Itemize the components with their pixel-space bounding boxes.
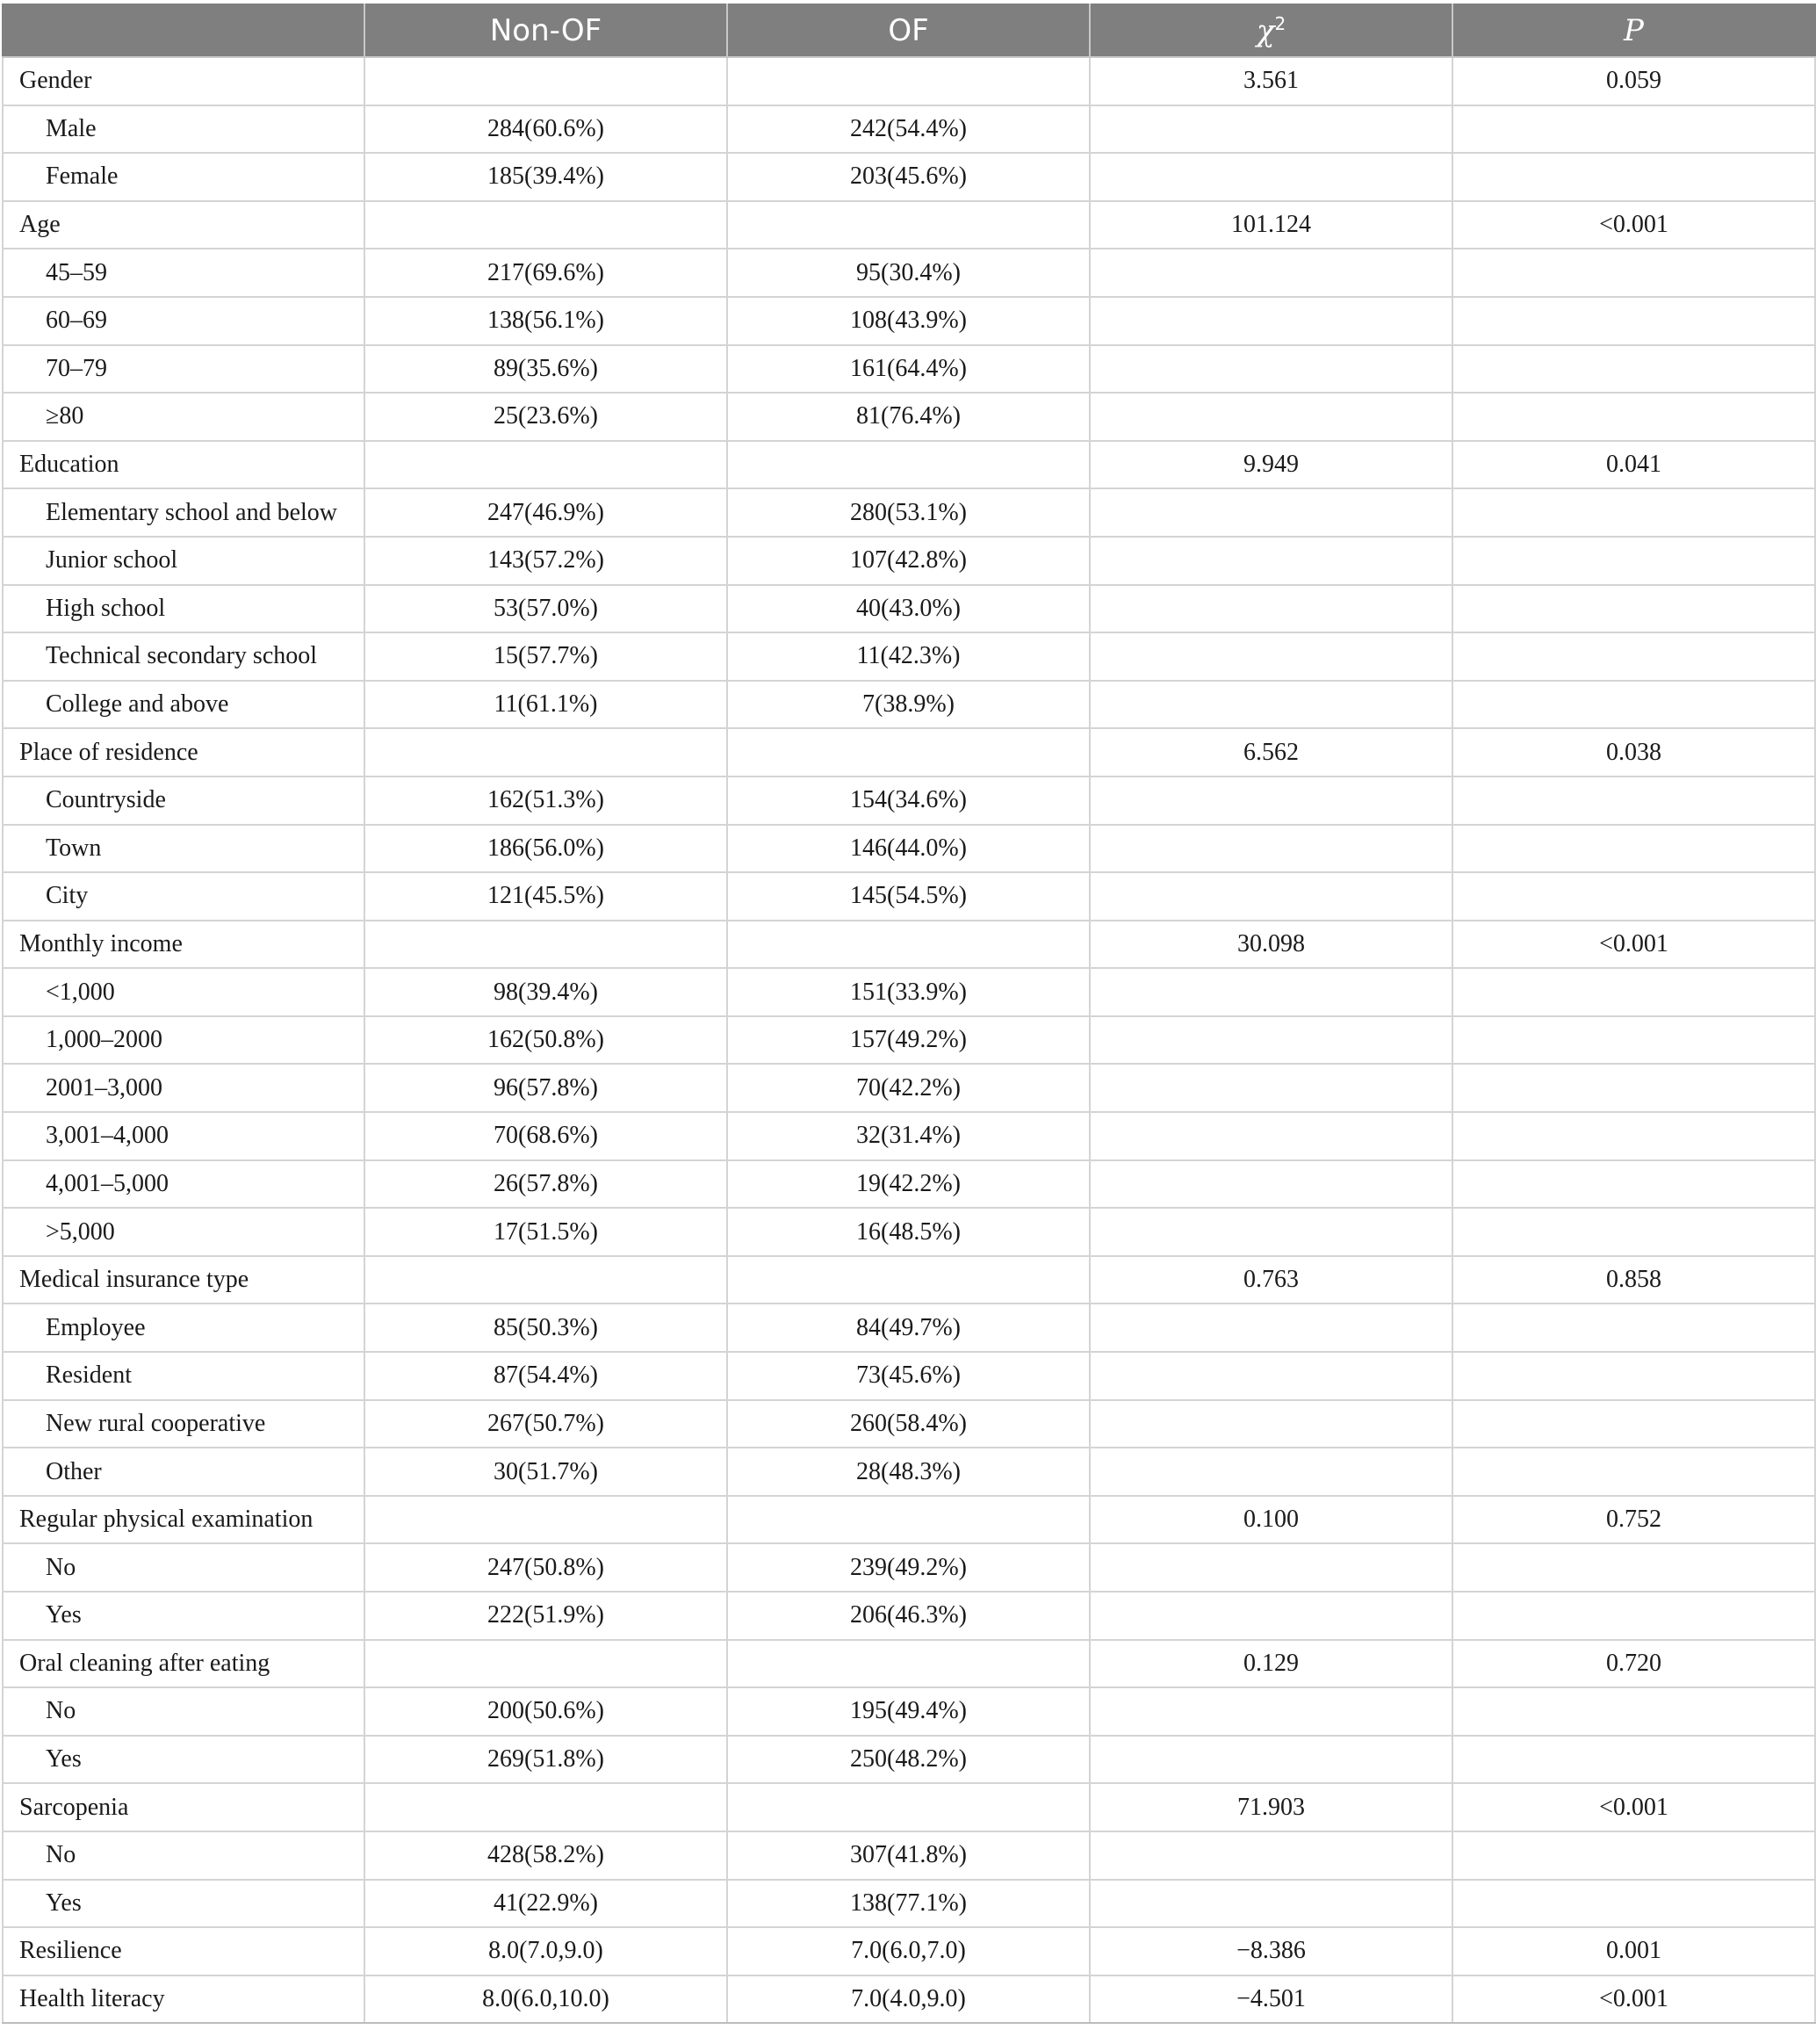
row-label: City [3, 872, 364, 921]
header-of: OF [727, 4, 1090, 57]
chi-square-value [1090, 872, 1452, 921]
table-row [3, 585, 1815, 633]
of-value [727, 441, 1090, 489]
of-value: 84(49.7%) [727, 1304, 1090, 1352]
p-value: <0.001 [1452, 921, 1815, 969]
non-of-value: 247(50.8%) [364, 1543, 727, 1592]
of-value: 107(42.8%) [727, 537, 1090, 585]
p-value [1452, 488, 1815, 537]
row-label: 3,001–4,000 [3, 1112, 364, 1160]
p-value [1452, 345, 1815, 394]
non-of-value: 121(45.5%) [364, 872, 727, 921]
non-of-value: 162(50.8%) [364, 1016, 727, 1065]
chi-square-value [1090, 632, 1452, 681]
non-of-value: 8.0(6.0,10.0) [364, 1975, 727, 2024]
p-value: <0.001 [1452, 1975, 1815, 2024]
non-of-value: 162(51.3%) [364, 776, 727, 825]
header-non-of: Non-OF [364, 4, 727, 57]
row-label: Gender [3, 57, 364, 105]
table-row [3, 872, 1815, 921]
row-label: Age [3, 201, 364, 249]
table-row [3, 968, 1815, 1016]
chi-square-value [1090, 537, 1452, 585]
row-label: 2001–3,000 [3, 1064, 364, 1112]
chi-square-value [1090, 1112, 1452, 1160]
row-label: Regular physical examination [3, 1496, 364, 1544]
table-row [3, 1831, 1815, 1880]
non-of-value: 17(51.5%) [364, 1208, 727, 1256]
p-value [1452, 1543, 1815, 1592]
of-value: 16(48.5%) [727, 1208, 1090, 1256]
non-of-value: 30(51.7%) [364, 1448, 727, 1496]
chi-square-value [1090, 1304, 1452, 1352]
table-row [3, 1112, 1815, 1160]
p-value [1452, 1064, 1815, 1112]
non-of-value: 428(58.2%) [364, 1831, 727, 1880]
p-value [1452, 1592, 1815, 1640]
table-row [3, 153, 1815, 201]
non-of-value: 15(57.7%) [364, 632, 727, 681]
of-value: 151(33.9%) [727, 968, 1090, 1016]
non-of-value: 89(35.6%) [364, 345, 727, 394]
p-value [1452, 393, 1815, 441]
row-label: Health literacy [3, 1975, 364, 2024]
table-row [3, 1304, 1815, 1352]
chi-square-value [1090, 585, 1452, 633]
p-value [1452, 872, 1815, 921]
of-value: 250(48.2%) [727, 1736, 1090, 1784]
header-chi-square [1090, 4, 1452, 57]
row-label: College and above [3, 681, 364, 729]
chi-square-value [1090, 1687, 1452, 1736]
table-row [3, 1352, 1815, 1400]
chi-square-value [1090, 393, 1452, 441]
p-value [1452, 1831, 1815, 1880]
non-of-value: 217(69.6%) [364, 249, 727, 297]
row-label: ≥80 [3, 393, 364, 441]
of-value: 203(45.6%) [727, 153, 1090, 201]
of-value: 195(49.4%) [727, 1687, 1090, 1736]
of-value: 19(42.2%) [727, 1160, 1090, 1209]
table-row [3, 345, 1815, 394]
non-of-value: 87(54.4%) [364, 1352, 727, 1400]
non-of-value: 247(46.9%) [364, 488, 727, 537]
table-row [3, 1208, 1815, 1256]
row-label: No [3, 1543, 364, 1592]
table-row [3, 681, 1815, 729]
chi-square-value [1090, 1448, 1452, 1496]
table-row [3, 632, 1815, 681]
non-of-value: 96(57.8%) [364, 1064, 727, 1112]
of-value: 7(38.9%) [727, 681, 1090, 729]
chi-square-value: 71.903 [1090, 1783, 1452, 1831]
of-value: 145(54.5%) [727, 872, 1090, 921]
of-value [727, 1640, 1090, 1688]
of-value: 7.0(6.0,7.0) [727, 1927, 1090, 1975]
row-label: New rural cooperative [3, 1400, 364, 1448]
row-label: Town [3, 825, 364, 873]
p-value [1452, 1304, 1815, 1352]
table-row [3, 1496, 1815, 1544]
p-value: 0.858 [1452, 1256, 1815, 1304]
p-value: <0.001 [1452, 1783, 1815, 1831]
table-row [3, 393, 1815, 441]
row-label: Yes [3, 1592, 364, 1640]
chi-square-value: −4.501 [1090, 1975, 1452, 2024]
row-label: Monthly income [3, 921, 364, 969]
row-label: Place of residence [3, 728, 364, 776]
table-row [3, 921, 1815, 969]
non-of-value: 25(23.6%) [364, 393, 727, 441]
non-of-value: 222(51.9%) [364, 1592, 727, 1640]
table-row [3, 825, 1815, 873]
chi-square-value: 3.561 [1090, 57, 1452, 105]
table-row [3, 249, 1815, 297]
non-of-value [364, 201, 727, 249]
non-of-value [364, 1496, 727, 1544]
p-symbol: P [1624, 13, 1644, 48]
chi-square-value [1090, 488, 1452, 537]
table-body [3, 57, 1815, 2023]
of-value: 260(58.4%) [727, 1400, 1090, 1448]
p-value: <0.001 [1452, 201, 1815, 249]
p-value [1452, 776, 1815, 825]
chi-square-value: 0.129 [1090, 1640, 1452, 1688]
p-value [1452, 297, 1815, 345]
non-of-value: 143(57.2%) [364, 537, 727, 585]
p-value [1452, 1352, 1815, 1400]
of-value: 138(77.1%) [727, 1880, 1090, 1928]
table-row [3, 1975, 1815, 2024]
row-label: Male [3, 105, 364, 154]
non-of-value: 8.0(7.0,9.0) [364, 1927, 727, 1975]
p-value: 0.752 [1452, 1496, 1815, 1544]
table-row [3, 201, 1815, 249]
row-label: 45–59 [3, 249, 364, 297]
non-of-value [364, 728, 727, 776]
non-of-value: 186(56.0%) [364, 825, 727, 873]
row-label: <1,000 [3, 968, 364, 1016]
p-value: 0.720 [1452, 1640, 1815, 1688]
chi-square-value: 0.763 [1090, 1256, 1452, 1304]
non-of-value: 41(22.9%) [364, 1880, 727, 1928]
non-of-value: 138(56.1%) [364, 297, 727, 345]
of-value: 157(49.2%) [727, 1016, 1090, 1065]
chi-square-value [1090, 1064, 1452, 1112]
row-label: Yes [3, 1880, 364, 1928]
table-row [3, 1064, 1815, 1112]
chi-square-value [1090, 1400, 1452, 1448]
table-row [3, 1400, 1815, 1448]
table-row [3, 1927, 1815, 1975]
chi-superscript: 2 [1274, 12, 1286, 34]
chi-square-value [1090, 1016, 1452, 1065]
of-value: 161(64.4%) [727, 345, 1090, 394]
of-value [727, 57, 1090, 105]
non-of-value: 85(50.3%) [364, 1304, 727, 1352]
non-of-value: 53(57.0%) [364, 585, 727, 633]
chi-square-value [1090, 1880, 1452, 1928]
row-label: Employee [3, 1304, 364, 1352]
chi-symbol: χ [1256, 13, 1275, 49]
table-row [3, 537, 1815, 585]
row-label: Resident [3, 1352, 364, 1400]
p-value [1452, 1880, 1815, 1928]
non-of-value: 185(39.4%) [364, 153, 727, 201]
table-row [3, 728, 1815, 776]
row-label: 4,001–5,000 [3, 1160, 364, 1209]
of-value [727, 201, 1090, 249]
table-row [3, 1160, 1815, 1209]
chi-square-value [1090, 681, 1452, 729]
p-value [1452, 1687, 1815, 1736]
row-label: Junior school [3, 537, 364, 585]
table-row [3, 776, 1815, 825]
chi-square-value: 6.562 [1090, 728, 1452, 776]
chi-square-value [1090, 297, 1452, 345]
chi-square-value: 30.098 [1090, 921, 1452, 969]
of-value: 40(43.0%) [727, 585, 1090, 633]
row-label: Medical insurance type [3, 1256, 364, 1304]
table-row [3, 1880, 1815, 1928]
row-label: Yes [3, 1736, 364, 1784]
chi-square-value [1090, 825, 1452, 873]
table-row [3, 57, 1815, 105]
row-label: >5,000 [3, 1208, 364, 1256]
of-value [727, 1256, 1090, 1304]
non-of-value [364, 1640, 727, 1688]
chi-square-value [1090, 1831, 1452, 1880]
of-value: 108(43.9%) [727, 297, 1090, 345]
chi-square-value: 101.124 [1090, 201, 1452, 249]
table-row [3, 1640, 1815, 1688]
table-row [3, 1687, 1815, 1736]
non-of-value: 267(50.7%) [364, 1400, 727, 1448]
table-row [3, 1016, 1815, 1065]
of-value: 239(49.2%) [727, 1543, 1090, 1592]
non-of-value [364, 1256, 727, 1304]
chi-square-value [1090, 1160, 1452, 1209]
non-of-value: 269(51.8%) [364, 1736, 727, 1784]
row-label: Education [3, 441, 364, 489]
of-value: 73(45.6%) [727, 1352, 1090, 1400]
chi-square-value: 0.100 [1090, 1496, 1452, 1544]
of-value: 206(46.3%) [727, 1592, 1090, 1640]
of-value: 280(53.1%) [727, 488, 1090, 537]
of-value: 154(34.6%) [727, 776, 1090, 825]
of-value: 146(44.0%) [727, 825, 1090, 873]
header-row [3, 4, 1815, 57]
chi-square-value [1090, 249, 1452, 297]
row-label: Elementary school and below [3, 488, 364, 537]
p-value [1452, 632, 1815, 681]
table-row [3, 297, 1815, 345]
p-value: 0.041 [1452, 441, 1815, 489]
non-of-value: 284(60.6%) [364, 105, 727, 154]
chi-square-value [1090, 345, 1452, 394]
row-label: Countryside [3, 776, 364, 825]
p-value [1452, 1208, 1815, 1256]
p-value [1452, 1736, 1815, 1784]
chi-square-value [1090, 105, 1452, 154]
chi-square-value [1090, 968, 1452, 1016]
chi-square-value: 9.949 [1090, 441, 1452, 489]
of-value [727, 921, 1090, 969]
table-row [3, 105, 1815, 154]
p-value [1452, 585, 1815, 633]
chi-square-value [1090, 1543, 1452, 1592]
non-of-value: 98(39.4%) [364, 968, 727, 1016]
header-variable [3, 4, 364, 57]
row-label: Technical secondary school [3, 632, 364, 681]
chi-square-value [1090, 1352, 1452, 1400]
chi-square-value [1090, 1208, 1452, 1256]
chi-square-value [1090, 1736, 1452, 1784]
non-of-value: 26(57.8%) [364, 1160, 727, 1209]
header-p-value [1452, 4, 1815, 57]
table-row [3, 1448, 1815, 1496]
p-value: 0.038 [1452, 728, 1815, 776]
chi-square-value [1090, 153, 1452, 201]
p-value [1452, 1448, 1815, 1496]
of-value: 307(41.8%) [727, 1831, 1090, 1880]
row-label: 70–79 [3, 345, 364, 394]
row-label: 1,000–2000 [3, 1016, 364, 1065]
non-of-value: 200(50.6%) [364, 1687, 727, 1736]
table-row [3, 1783, 1815, 1831]
p-value [1452, 1112, 1815, 1160]
table-row [3, 1256, 1815, 1304]
non-of-value [364, 57, 727, 105]
row-label: High school [3, 585, 364, 633]
row-label: Other [3, 1448, 364, 1496]
p-value [1452, 153, 1815, 201]
p-value [1452, 968, 1815, 1016]
p-value: 0.001 [1452, 1927, 1815, 1975]
of-value [727, 1496, 1090, 1544]
row-label: Resilience [3, 1927, 364, 1975]
p-value [1452, 105, 1815, 154]
of-value: 11(42.3%) [727, 632, 1090, 681]
row-label: Oral cleaning after eating [3, 1640, 364, 1688]
p-value [1452, 1016, 1815, 1065]
table-row [3, 488, 1815, 537]
table-row [3, 1543, 1815, 1592]
of-value: 7.0(4.0,9.0) [727, 1975, 1090, 2024]
of-value: 242(54.4%) [727, 105, 1090, 154]
non-of-value [364, 1783, 727, 1831]
p-value [1452, 537, 1815, 585]
non-of-value: 11(61.1%) [364, 681, 727, 729]
of-value [727, 728, 1090, 776]
table-row [3, 1592, 1815, 1640]
of-value: 28(48.3%) [727, 1448, 1090, 1496]
of-value: 81(76.4%) [727, 393, 1090, 441]
row-label: 60–69 [3, 297, 364, 345]
of-value [727, 1783, 1090, 1831]
p-value [1452, 1400, 1815, 1448]
p-value [1452, 681, 1815, 729]
p-value [1452, 249, 1815, 297]
chi-square-value [1090, 776, 1452, 825]
p-value [1452, 1160, 1815, 1209]
p-value: 0.059 [1452, 57, 1815, 105]
of-value: 70(42.2%) [727, 1064, 1090, 1112]
row-label: No [3, 1687, 364, 1736]
chi-square-value [1090, 1592, 1452, 1640]
results-table [2, 4, 1816, 2024]
table-row [3, 1736, 1815, 1784]
of-value: 32(31.4%) [727, 1112, 1090, 1160]
row-label: Sarcopenia [3, 1783, 364, 1831]
chi-square-value: −8.386 [1090, 1927, 1452, 1975]
row-label: No [3, 1831, 364, 1880]
non-of-value [364, 441, 727, 489]
p-value [1452, 825, 1815, 873]
non-of-value: 70(68.6%) [364, 1112, 727, 1160]
row-label: Female [3, 153, 364, 201]
table-row [3, 441, 1815, 489]
non-of-value [364, 921, 727, 969]
of-value: 95(30.4%) [727, 249, 1090, 297]
